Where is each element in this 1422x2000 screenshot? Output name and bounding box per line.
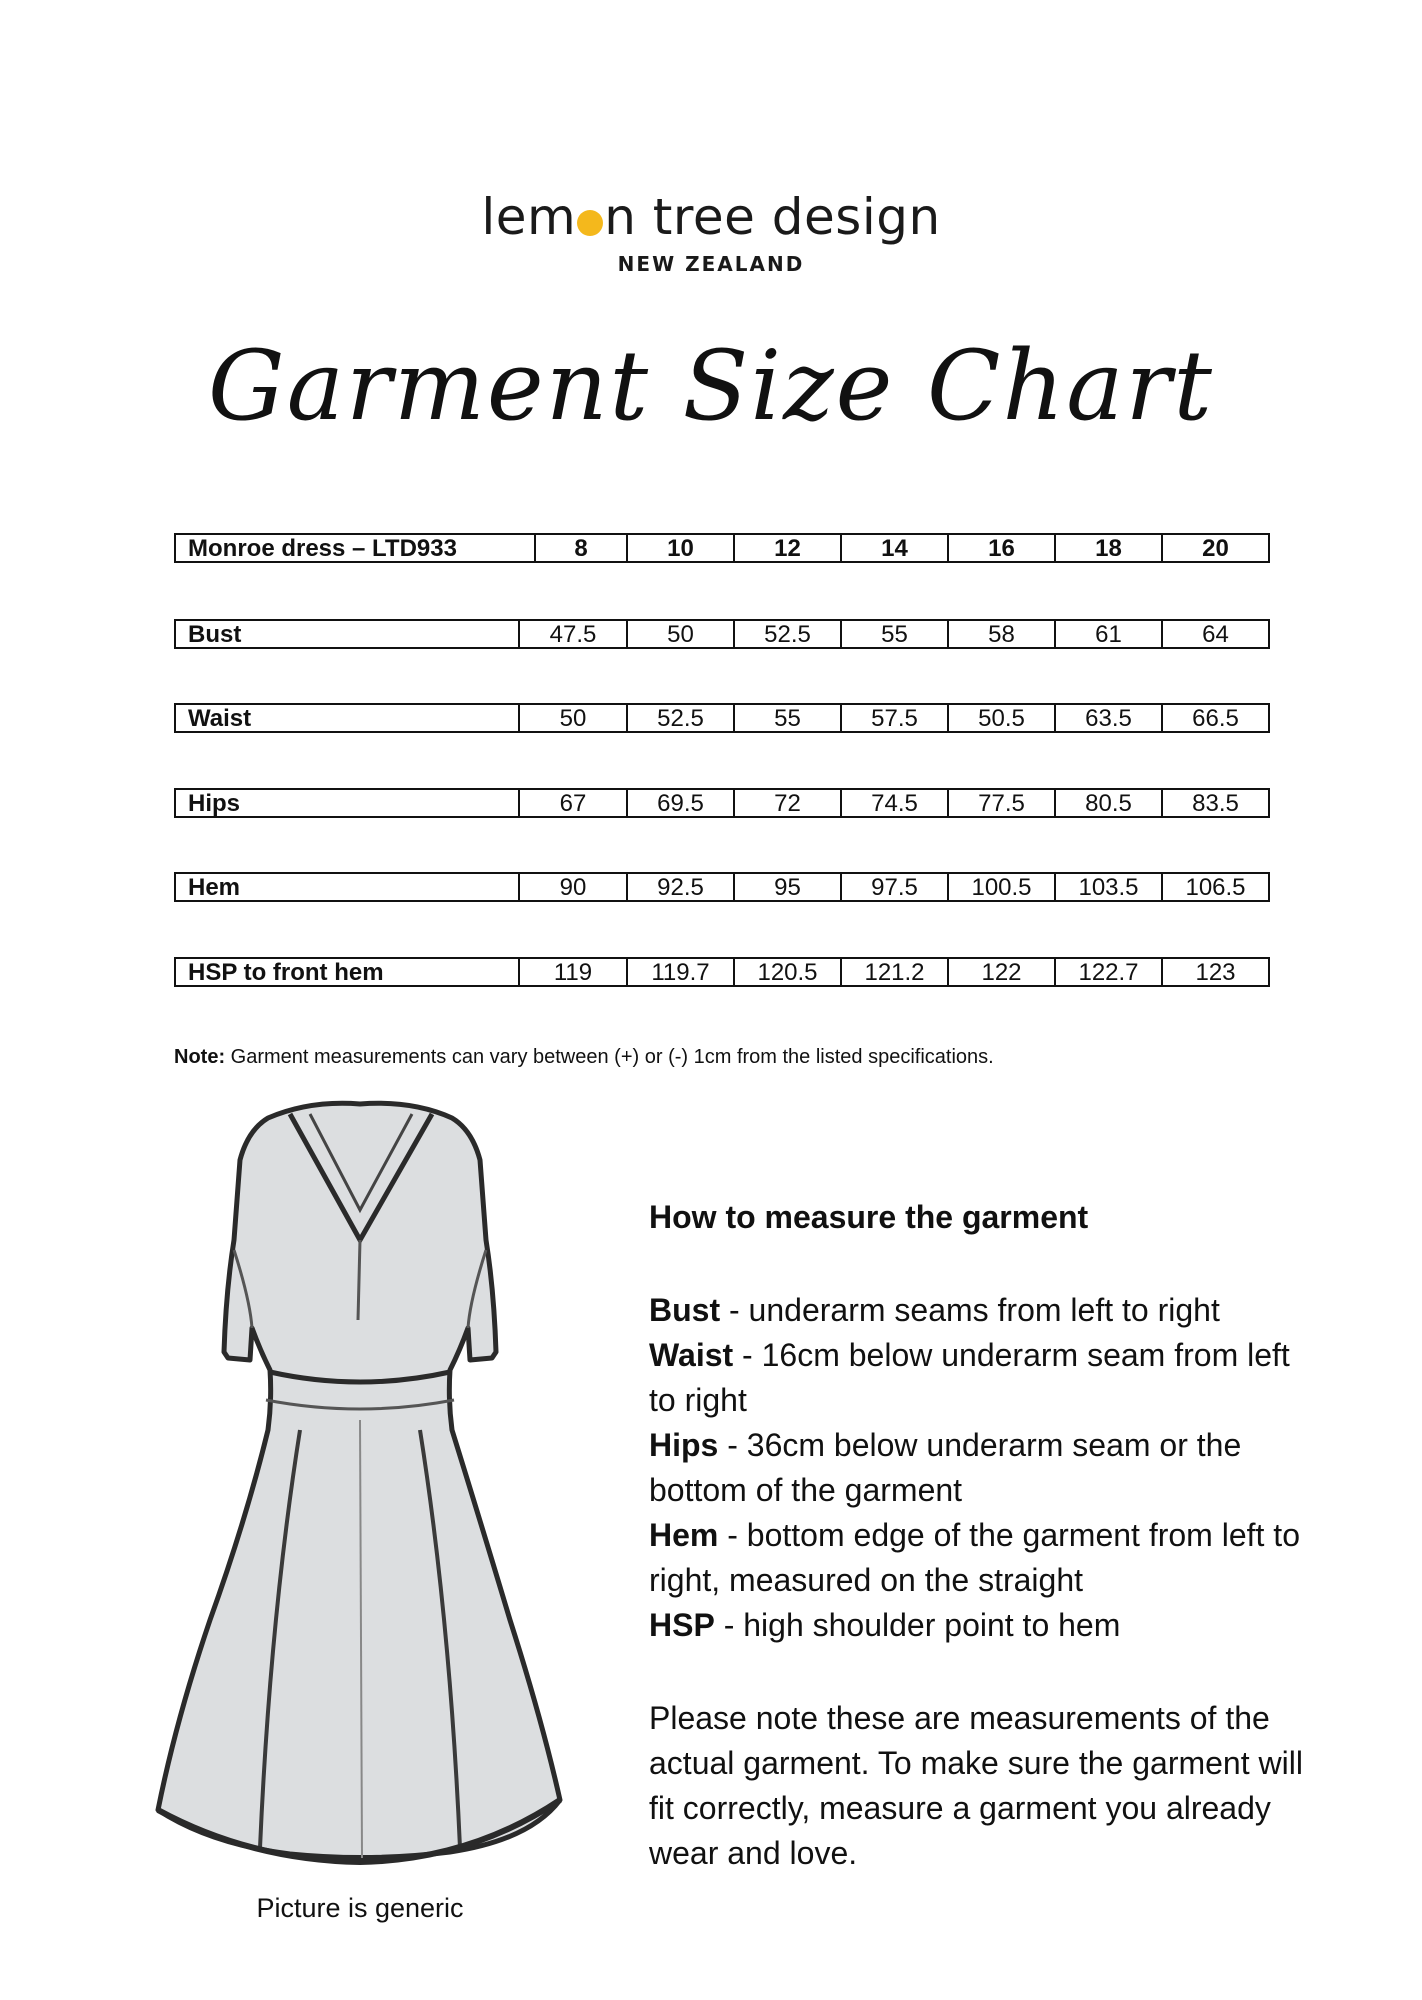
table-cell: 63.5	[1054, 705, 1161, 731]
brand-logo	[0, 188, 1422, 246]
table-cell: 52.5	[733, 621, 840, 647]
table-cell: 67	[518, 790, 626, 816]
table-row-bust	[174, 619, 1270, 649]
lemon-dot-icon	[577, 210, 603, 236]
table-row-waist	[174, 703, 1270, 733]
how-heading: How to measure the garment	[649, 1199, 1089, 1235]
table-header-cell: 16	[947, 535, 1054, 561]
table-cell: 77.5	[947, 790, 1054, 816]
table-cell: 83.5	[1161, 790, 1268, 816]
table-cell: 120.5	[733, 959, 840, 985]
closing-note: Please note these are measurements of the actual garment. To make sure the garment will fit correctly, measure a garment you already wear and love.	[649, 1700, 1303, 1871]
table-row-hsp	[174, 957, 1270, 987]
row-label: Hem	[188, 874, 241, 901]
table-header-cell: 18	[1054, 535, 1161, 561]
brand-name-part: lem	[481, 188, 577, 246]
table-cell: 61	[1054, 621, 1161, 647]
measure-term: Waist	[649, 1337, 734, 1373]
table-cell: 64	[1161, 621, 1268, 647]
table-cell: 100.5	[947, 874, 1054, 900]
measure-term: Hips	[649, 1427, 719, 1463]
table-cell: 95	[733, 874, 840, 900]
page-title: Garment Size Chart	[208, 330, 1214, 442]
measure-desc: - bottom edge of the garment from left to right, measured on the straight	[649, 1517, 1300, 1598]
table-header-cell: 8	[534, 535, 626, 561]
table-cell: 103.5	[1054, 874, 1161, 900]
measure-desc: - high shoulder point to hem	[714, 1607, 1121, 1643]
measure-desc: - 36cm below underarm seam or the bottom of the garment	[649, 1427, 1242, 1508]
measure-term: Hem	[649, 1517, 719, 1553]
table-header-cell: 10	[626, 535, 733, 561]
table-cell: 72	[733, 790, 840, 816]
measurement-note	[174, 1046, 994, 1069]
table-cell: 74.5	[840, 790, 947, 816]
image-caption: Picture is generic	[256, 1893, 464, 1923]
table-cell: 58	[947, 621, 1054, 647]
table-cell: 80.5	[1054, 790, 1161, 816]
how-to-measure	[649, 1195, 1309, 1876]
list-item	[649, 1423, 1309, 1513]
measure-desc: - underarm seams from left to right	[720, 1292, 1220, 1328]
dress-illustration-icon	[150, 1100, 570, 1880]
note-text: Garment measurements can vary between (+) or (-) 1cm from the listed specifications.	[225, 1046, 994, 1068]
list-item	[649, 1513, 1309, 1603]
table-header-row	[174, 533, 1270, 563]
table-row-hem	[174, 872, 1270, 902]
table-cell: 66.5	[1161, 705, 1268, 731]
table-cell: 122	[947, 959, 1054, 985]
table-cell: 90	[518, 874, 626, 900]
table-cell: 121.2	[840, 959, 947, 985]
table-row-hips	[174, 788, 1270, 818]
table-cell: 106.5	[1161, 874, 1268, 900]
table-cell: 50	[518, 705, 626, 731]
brand-header	[0, 188, 1422, 276]
table-cell: 50.5	[947, 705, 1054, 731]
measure-desc: - 16cm below underarm seam from left to right	[649, 1337, 1290, 1418]
table-cell: 97.5	[840, 874, 947, 900]
table-cell: 122.7	[1054, 959, 1161, 985]
list-item	[649, 1333, 1309, 1423]
table-header-cell: 14	[840, 535, 947, 561]
brand-name-part: n tree design	[604, 188, 941, 246]
table-header-cell: Monroe dress – LTD933	[188, 535, 457, 562]
row-label: Hips	[188, 790, 241, 817]
table-cell: 69.5	[626, 790, 733, 816]
list-item	[649, 1288, 1309, 1333]
row-label: HSP to front hem	[188, 959, 384, 986]
row-label: Bust	[188, 621, 242, 648]
table-cell: 55	[733, 705, 840, 731]
table-cell: 55	[840, 621, 947, 647]
measure-list	[649, 1288, 1309, 1648]
table-header-cell: 20	[1161, 535, 1268, 561]
table-cell: 119	[518, 959, 626, 985]
table-cell: 92.5	[626, 874, 733, 900]
table-cell: 57.5	[840, 705, 947, 731]
row-label: Waist	[188, 705, 252, 732]
table-cell: 50	[626, 621, 733, 647]
measure-term: Bust	[649, 1292, 721, 1328]
table-cell: 119.7	[626, 959, 733, 985]
table-cell: 52.5	[626, 705, 733, 731]
table-cell: 47.5	[518, 621, 626, 647]
brand-subtitle: NEW ZEALAND	[617, 252, 805, 276]
note-label: Note:	[174, 1046, 226, 1068]
list-item	[649, 1603, 1309, 1648]
table-cell: 123	[1161, 959, 1268, 985]
measure-term: HSP	[649, 1607, 715, 1643]
table-header-cell: 12	[733, 535, 840, 561]
